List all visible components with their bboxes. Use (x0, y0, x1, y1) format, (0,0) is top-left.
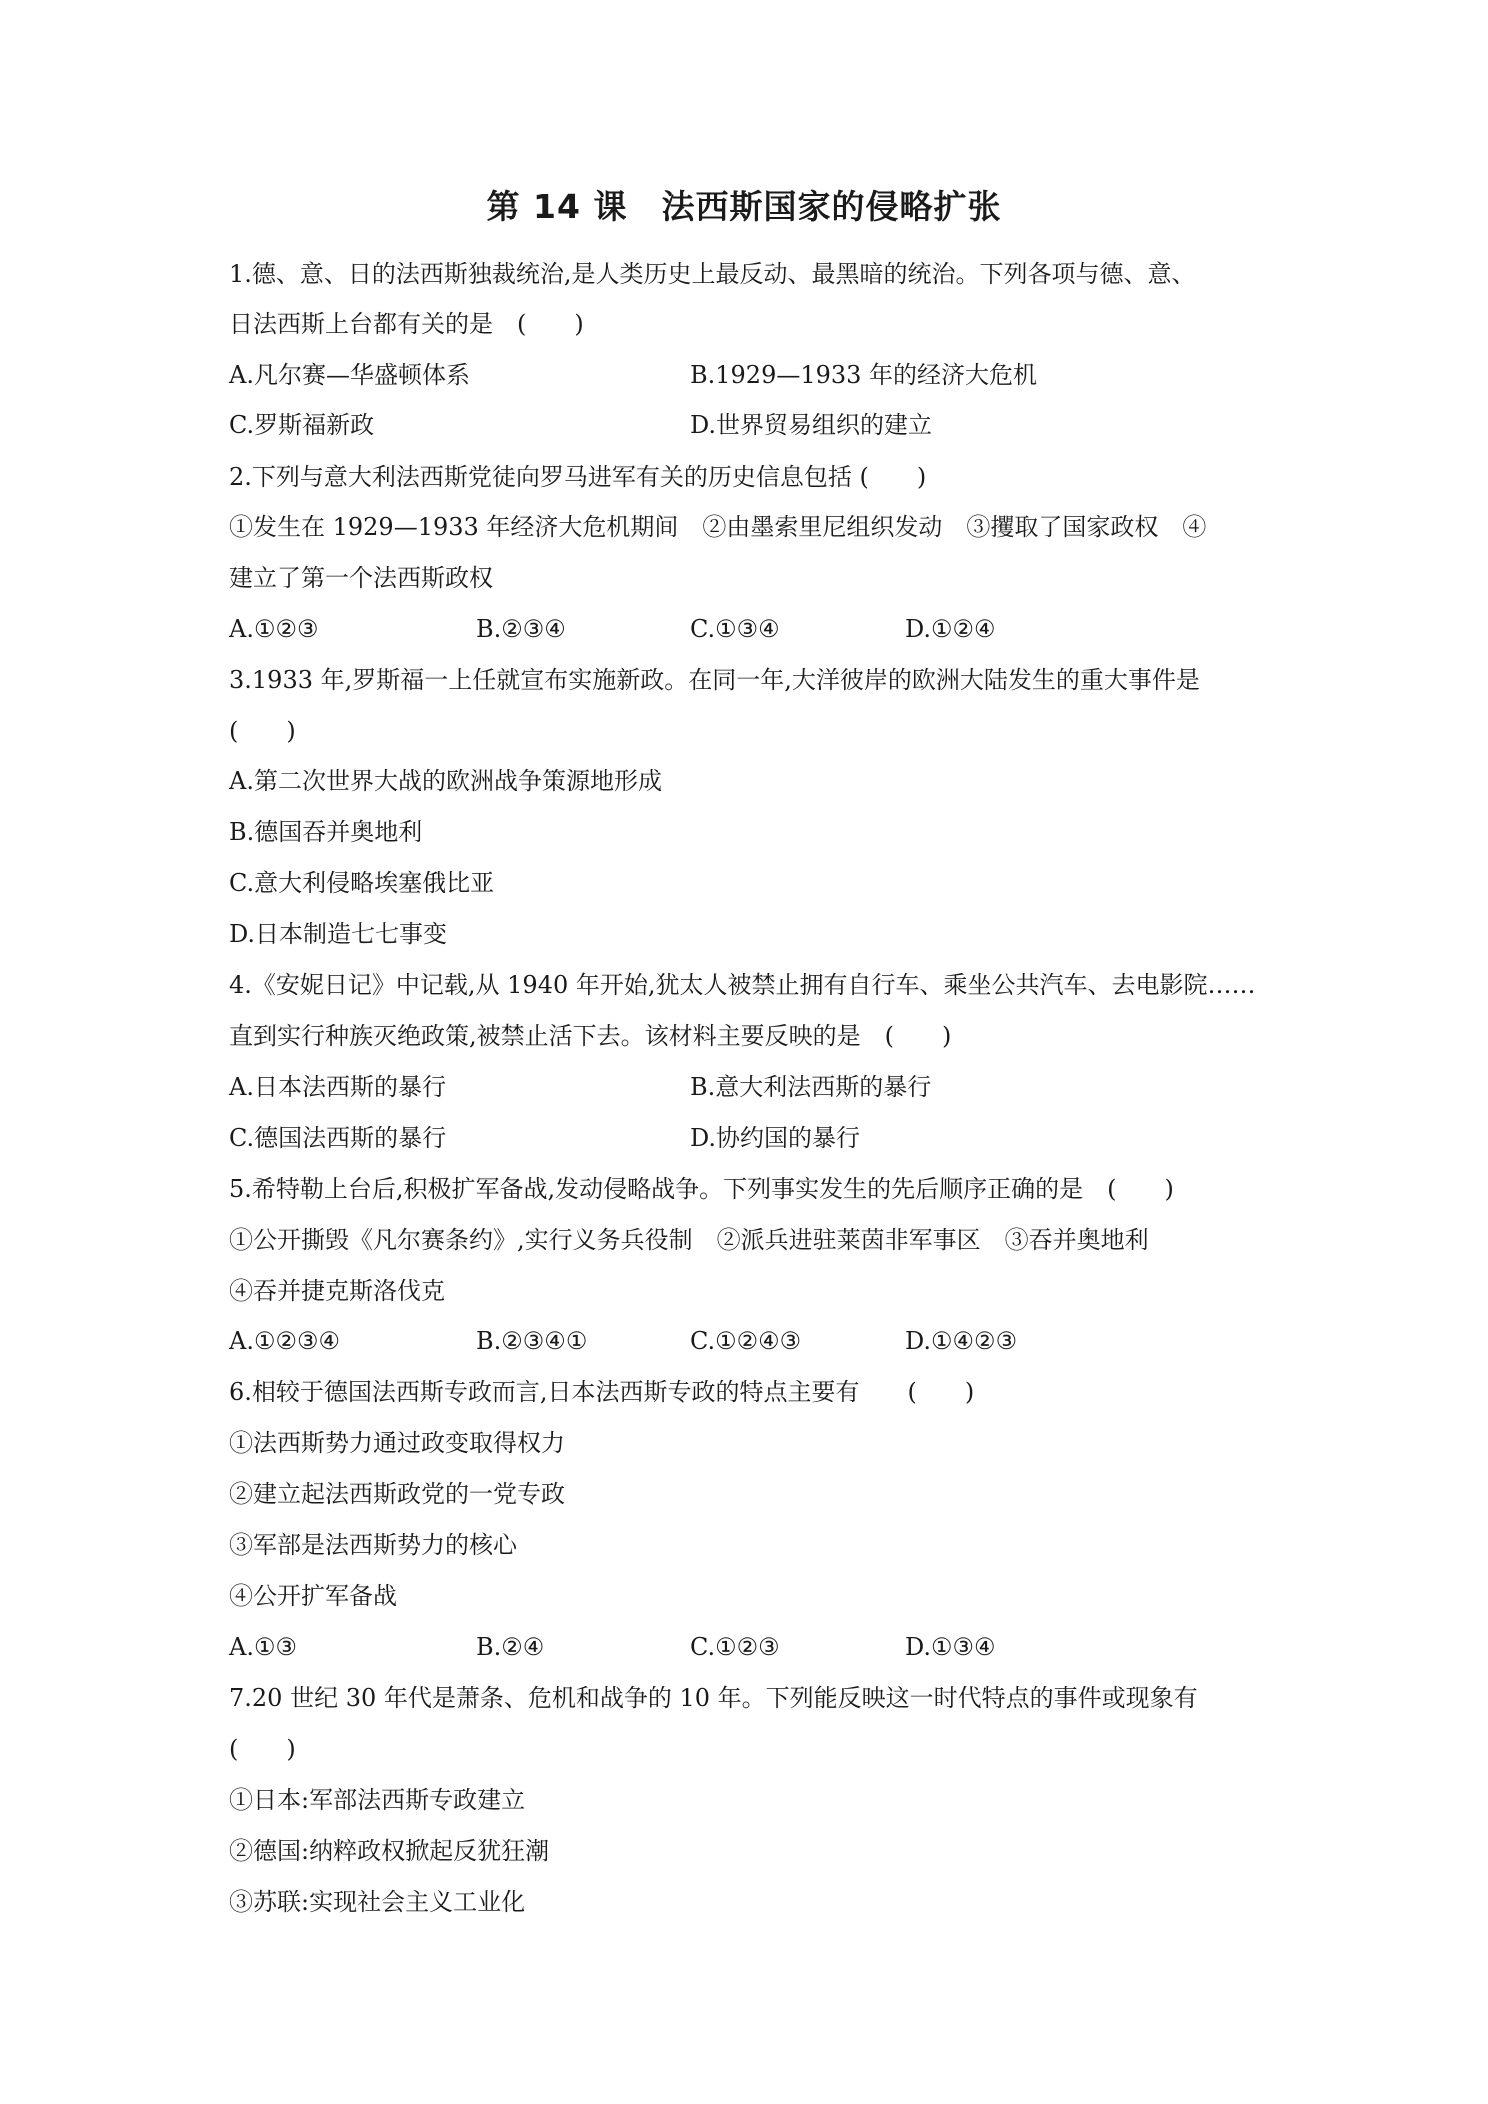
q6-option-c: C.①②③ (690, 1633, 780, 1661)
q2-option-a: A.①②③ (229, 615, 319, 643)
q4-stem-line-1: 4.《安妮日记》中记载,从 1940 年开始,犹太人被禁止拥有自行车、乘坐公共汽车、去电影院…… (229, 971, 1256, 999)
q2-option-d: D.①②④ (905, 615, 996, 643)
q1-option-b: B.1929—1933 年的经济大危机 (690, 361, 1038, 389)
q5-option-a: A.①②③④ (229, 1327, 341, 1355)
q2-stem-line-2: ①发生在 1929—1933 年经济大危机期间 ②由墨索里尼组织发动 ③攫取了国家政权 ④ (229, 513, 1207, 541)
q3-stem-line-1: 3.1933 年,罗斯福一上任就宣布实施新政。在同一年,大洋彼岸的欧洲大陆发生的重大事件是 (229, 666, 1200, 694)
q4-stem-line-2: 直到实行种族灭绝政策,被禁止活下去。该材料主要反映的是 ( ) (229, 1022, 952, 1050)
q6-option-d: D.①③④ (905, 1633, 996, 1661)
q3-option-c: C.意大利侵略埃塞俄比亚 (229, 869, 495, 897)
q5-stem-line-1: 5.希特勒上台后,积极扩军备战,发动侵略战争。下列事实发生的先后顺序正确的是 ( ) (229, 1175, 1174, 1203)
q4-option-a: A.日本法西斯的暴行 (229, 1073, 446, 1101)
q7-stem-line-5: ③苏联:实现社会主义工业化 (229, 1888, 526, 1916)
q6-option-b: B.②④ (476, 1633, 545, 1661)
q1-option-c: C.罗斯福新政 (229, 411, 375, 439)
q5-stem-line-3: ④吞并捷克斯洛伐克 (229, 1277, 445, 1305)
q5-option-d: D.①④②③ (905, 1327, 1018, 1355)
lesson-title: 第 14 课 法西斯国家的侵略扩张 (486, 187, 1002, 226)
q2-stem-line-3: 建立了第一个法西斯政权 (229, 564, 493, 592)
q2-stem-line-1: 2.下列与意大利法西斯党徒向罗马进军有关的历史信息包括 ( ) (229, 463, 927, 491)
q7-stem-line-1: 7.20 世纪 30 年代是萧条、危机和战争的 10 年。下列能反映这一时代特点的事件或现象有 (229, 1684, 1198, 1712)
q2-option-b: B.②③④ (476, 615, 566, 643)
q6-option-a: A.①③ (229, 1633, 297, 1661)
q1-option-a: A.凡尔赛—华盛顿体系 (229, 361, 470, 389)
q5-stem-line-2: ①公开撕毁《凡尔赛条约》,实行义务兵役制 ②派兵进驻莱茵非军事区 ③吞并奥地利 (229, 1226, 1149, 1254)
q6-stem-line-2: ①法西斯势力通过政变取得权力 (229, 1429, 565, 1457)
q4-option-d: D.协约国的暴行 (690, 1124, 861, 1152)
q3-option-a: A.第二次世界大战的欧洲战争策源地形成 (229, 767, 662, 795)
q1-stem-line-1: 1.德、意、日的法西斯独裁统治,是人类历史上最反动、最黑暗的统治。下列各项与德、意、 (229, 260, 1196, 288)
q7-stem-line-2: ( ) (229, 1735, 296, 1763)
q4-option-b: B.意大利法西斯的暴行 (690, 1073, 932, 1101)
q3-option-d: D.日本制造七七事变 (229, 920, 448, 948)
q3-option-b: B.德国吞并奥地利 (229, 818, 423, 846)
q4-option-c: C.德国法西斯的暴行 (229, 1124, 447, 1152)
q6-stem-line-5: ④公开扩军备战 (229, 1582, 397, 1610)
q5-option-b: B.②③④① (476, 1327, 588, 1355)
q3-stem-line-2: ( ) (229, 717, 296, 745)
q6-stem-line-1: 6.相较于德国法西斯专政而言,日本法西斯专政的特点主要有 ( ) (229, 1378, 975, 1406)
q1-option-d: D.世界贸易组织的建立 (690, 411, 933, 439)
q6-stem-line-4: ③军部是法西斯势力的核心 (229, 1531, 517, 1559)
q1-stem-line-2: 日法西斯上台都有关的是 ( ) (229, 310, 584, 338)
q7-stem-line-4: ②德国:纳粹政权掀起反犹狂潮 (229, 1837, 550, 1865)
q5-option-c: C.①②④③ (690, 1327, 802, 1355)
q2-option-c: C.①③④ (690, 615, 780, 643)
q7-stem-line-3: ①日本:军部法西斯专政建立 (229, 1786, 526, 1814)
q6-stem-line-3: ②建立起法西斯政党的一党专政 (229, 1480, 565, 1508)
